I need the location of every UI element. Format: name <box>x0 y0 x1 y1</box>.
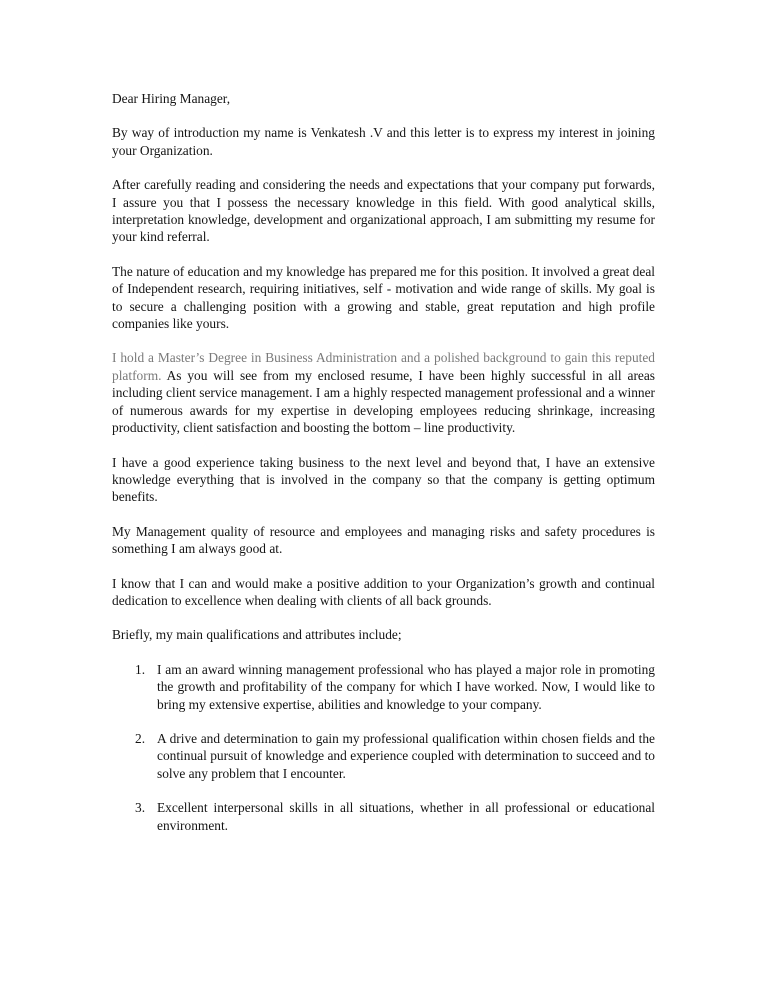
paragraph-background-rest: As you will see from my enclosed resume, I have been highly successful in all areas including client service management. I am a highly respected management professional and a winner of numerous awards for my expertise in developing employees reducing shrinkage, increasing productivity, client satisfaction and boosting the bottom – line productivity. <box>112 367 655 436</box>
salutation: Dear Hiring Manager, <box>112 91 231 106</box>
paragraph-introduction: By way of introduction my name is Venkatesh .V and this letter is to express my interest in joining your Organization. <box>112 125 655 158</box>
qualifications-list <box>112 661 655 834</box>
paragraph-qualifications-intro: Briefly, my main qualifications and attributes include; <box>112 627 402 643</box>
highlighted-degree-text: I hold a Master’s Degree in Business Administration and a polished background to gain this reputed platform. <box>112 350 655 383</box>
paragraph-management-quality: My Management quality of resource and employees and managing risks and safety procedures is something I am always good at. <box>112 523 655 557</box>
paragraph-positive-addition: I know that I can and would make a positive addition to your Organization’s growth and continual dedication to excellence when dealing with clients of all back grounds. <box>112 575 655 608</box>
list-number: 2. <box>135 730 146 746</box>
qualification-item <box>135 730 655 782</box>
cover-letter-page <box>112 90 655 851</box>
paragraph-background <box>112 349 655 436</box>
qualification-text: I am an award winning management professional who has played a major role in promoting the growth and profitability of the company for which I have worked. Now, I would like to bring my extensive expertise, abilities and knowledge to your company. <box>157 661 655 712</box>
qualification-item <box>135 799 655 834</box>
paragraph-education: The nature of education and my knowledge has prepared me for this position. It involved a great deal of Independent research, requiring initiatives, self - motivation and wide range of skills. My goal is to secure a challenging position with a growing and stable, great reputation and high profile companies like yours. <box>112 263 655 332</box>
list-number: 3. <box>135 800 146 816</box>
qualification-item <box>135 661 655 713</box>
paragraph-experience: I have a good experience taking business to the next level and beyond that, I have an extensive knowledge everything that is involved in the company so that the company is getting optimum benefits. <box>112 454 655 505</box>
qualification-text: A drive and determination to gain my professional qualification within chosen fields and the continual pursuit of knowledge and experience coupled with determination to succeed and to solve any problem that I encounter. <box>157 730 655 781</box>
list-number: 1. <box>135 661 146 677</box>
qualification-text: Excellent interpersonal skills in all situations, whether in all professional or educational environment. <box>157 800 655 833</box>
paragraph-assurance: After carefully reading and considering the needs and expectations that your company put forwards, I assure you that I possess the necessary knowledge in this field. With good analytical skills, interpretation knowledge, development and organizational approach, I am submitting my resume for your kind referral. <box>112 177 655 245</box>
